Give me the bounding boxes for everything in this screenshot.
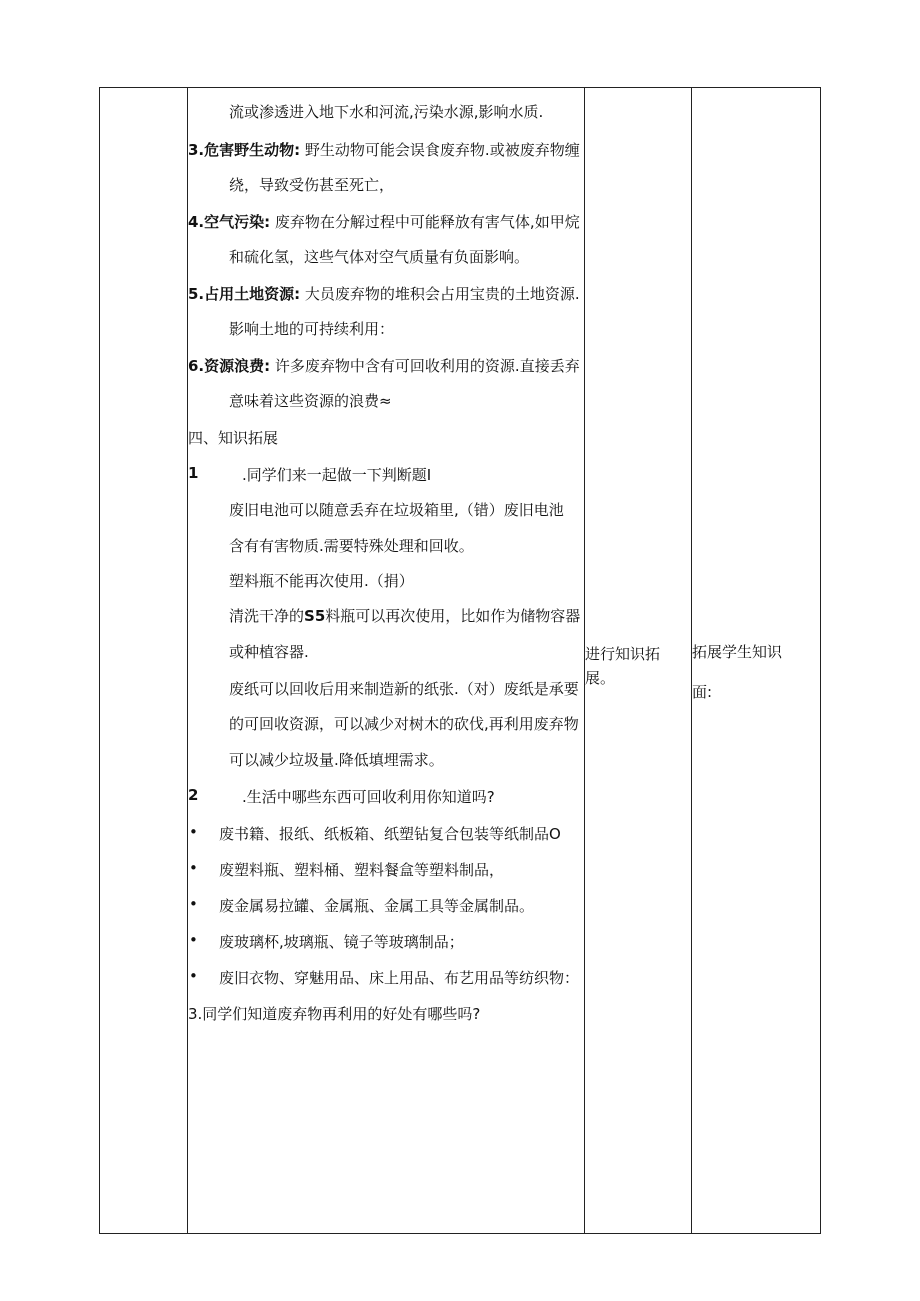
answer-line: 可以减少垃圾量.降低填埋需求。 [229,751,444,769]
answer-line: 塑料瓶不能再次使用.（捐） [229,572,414,590]
bullet-icon: • [189,895,198,913]
list-item: 废旧衣物、穿魅用品、床上用品、布艺用品等纺织物： [219,969,580,987]
answer-line: 含有有害物质.需要特殊处理和回收。 [229,537,474,555]
answer-text-bold: S5 [304,607,326,625]
purpose-line: 拓展学生知识 [692,643,783,661]
question-number: 1 [188,464,199,482]
item-label: 4.空气污染: [188,213,271,231]
list-item: 废塑料瓶、塑料桶、塑料餐盒等塑料制品， [219,861,505,879]
bullet-icon: • [189,931,198,949]
item-text: 大员废弃物的堆积会占用宝贵的土地资源. [304,285,580,303]
answer-line: 废旧电池可以随意丢弃在垃圾箱里,（错）废旧电池 [229,501,564,519]
text-line: 绕，导致受伤甚至死亡， [229,176,395,194]
answer-line [229,605,580,626]
text-line: 流或渗透进入地下水和河流,污染水源,影响水质. [229,103,544,121]
item-5 [188,283,580,304]
column-divider [187,88,188,1233]
answer-line: 的可回收资源，可以减少对树木的砍伐,再利用废弃物 [229,715,579,733]
item-3 [188,139,580,160]
answer-text: 料瓶可以再次使用，比如作为储物容器 [325,607,581,625]
question-text: .同学们来一起做一下判断题I [242,466,432,484]
activity-line: 进行知识拓 [585,645,661,663]
item-6 [188,355,580,376]
purpose-line: 面: [692,683,713,701]
list-item: 废玻璃杯,坡璃瓶、镜子等玻璃制品； [219,933,464,951]
item-text: 废弃物在分解过程中可能释放有害气体,如甲烷 [274,213,580,231]
activity-cell [585,642,660,690]
bullet-icon: • [189,859,198,877]
answer-text: 清洗干净的 [229,607,305,625]
question-text: .生活中哪些东西可回收利用你知道吗? [242,788,495,806]
answer-line: 废纸可以回收后用来制造新的纸张.（对）废纸是承要 [229,680,579,698]
item-label: 5.占用土地资源: [188,285,301,303]
text-line: 影响土地的可持续利用： [229,320,395,338]
text-line: 意味着这些资源的浪费≈ [229,392,392,410]
question-number: 2 [188,786,199,804]
text-line: 和硫化氢，这些气体对空气质量有负面影响。 [229,248,530,266]
item-text: 野生动物可能会误食废弃物.或被废弃物缠 [304,141,580,159]
section-heading: 四、知识拓展 [188,429,279,447]
bullet-icon: • [189,823,198,841]
question-text: 3.同学们知道废弃物再利用的好处有哪些吗? [188,1005,481,1023]
bullet-icon: • [189,967,198,985]
answer-line: 或种植容器. [229,643,309,661]
purpose-cell [692,632,782,712]
activity-line: 展。 [585,669,616,687]
item-4 [188,211,580,232]
list-item: 废金属易拉罐、金属瓶、金属工具等金属制品。 [219,897,535,915]
item-label: 3.危害野生动物: [188,141,301,159]
list-item: 废书籍、报纸、纸板箱、纸塑钻复合包装等纸制品O [219,825,561,843]
item-text: 许多废弃物中含有可回收利用的资源.直接丢弃 [274,357,580,375]
item-label: 6.资源浪费: [188,357,271,375]
